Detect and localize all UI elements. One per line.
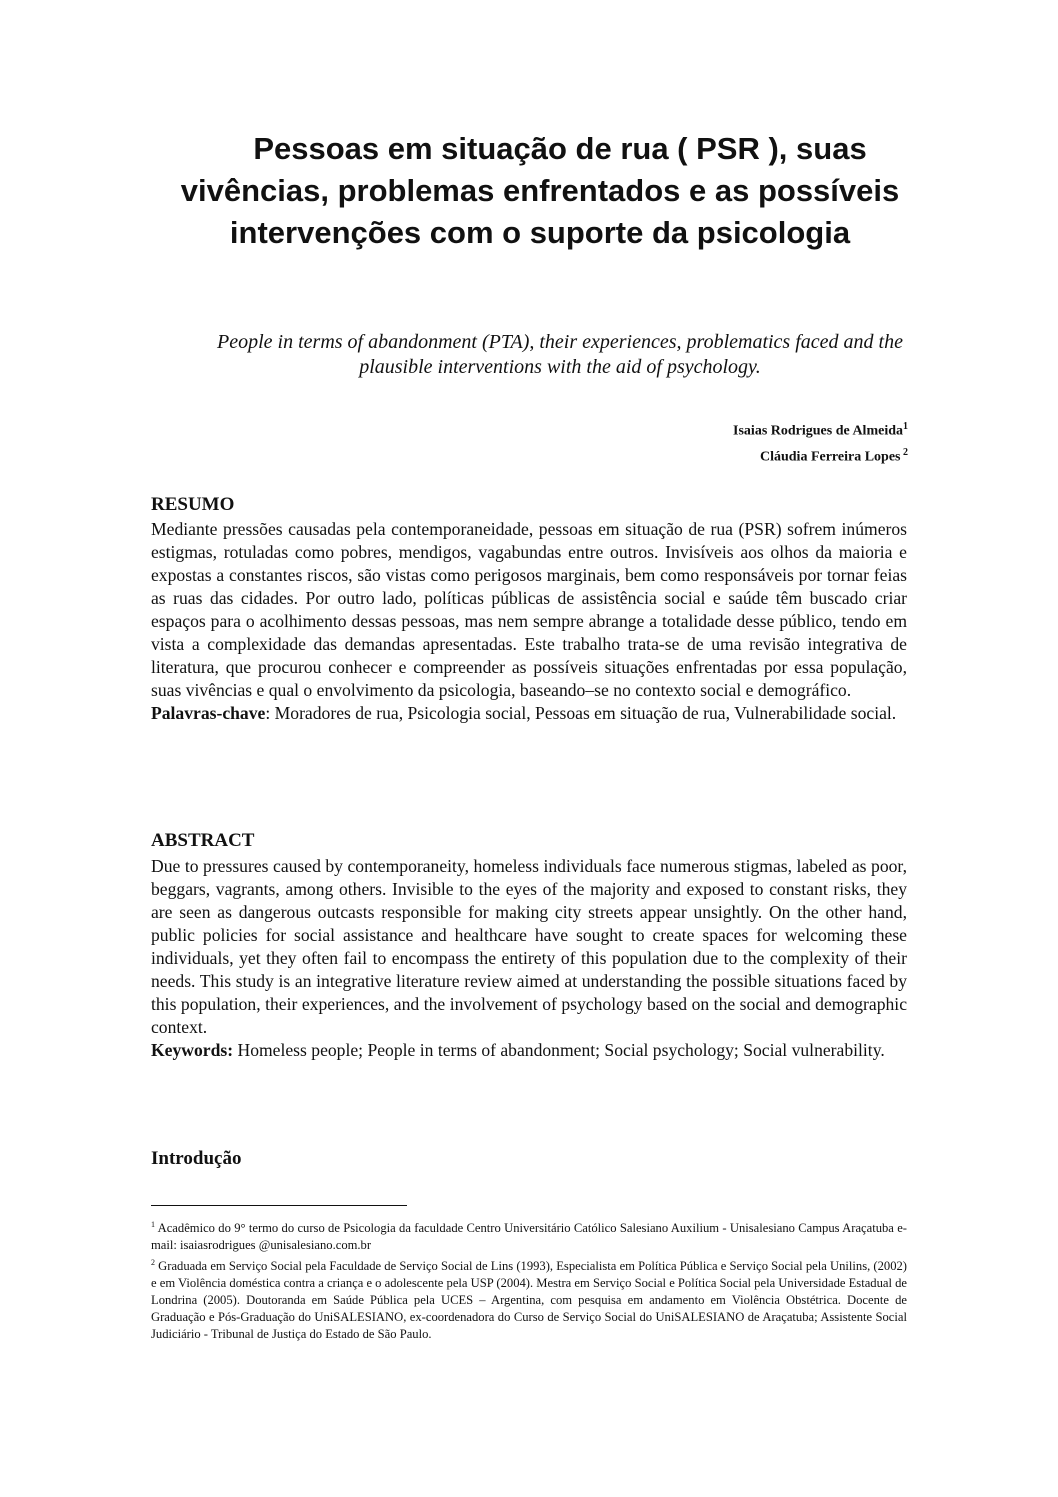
footnote-2-mark: 2: [151, 1258, 155, 1268]
author-list: [733, 416, 908, 467]
paper-subtitle-english: People in terms of abandonment (PTA), their experiences, problematics faced and the plausible interventions with the aid of psychology.: [217, 331, 903, 378]
footnote-divider: [151, 1205, 407, 1206]
resumo-keywords-label: Palavras-chave: [151, 703, 266, 723]
author-1-name: Isaias Rodrigues de Almeida: [733, 423, 903, 439]
author-1-footnote-mark: 1: [903, 421, 908, 432]
introducao-heading: Introdução: [151, 1148, 242, 1169]
resumo-section: [151, 518, 907, 725]
author-2-name: Cláudia Ferreira Lopes: [759, 449, 901, 465]
abstract-heading: ABSTRACT: [151, 830, 255, 851]
footnote-1-text: Acadêmico do 9° termo do curso de Psicologia da faculdade Centro Universitário Católico Salesiano Auxilium - Unisalesiano Campus Araçatuba e-mail: isaiasrodrigues @unisalesiano.com.br: [151, 1221, 907, 1253]
footnote-1: [151, 1216, 907, 1254]
abstract-keywords-label: Keywords:: [151, 1040, 234, 1060]
resumo-keywords-text: : Moradores de rua, Psicologia social, Pessoas em situação de rua, Vulnerabilidade social.: [265, 703, 897, 723]
footnote-2: [151, 1254, 907, 1343]
resumo-text: Mediante pressões causadas pela contemporaneidade, pessoas em situação de rua (PSR) sofrem inúmeros estigmas, rotuladas como pobres, mendigos, vagabundas entre outros. Invisíveis aos olhos da maioria e expostas a constantes riscos, são vistas como perigosos marginais, bem como responsáveis por tornar feias as ruas das cidades. Por outro lado, políticas públicas de assistência social e saúde têm buscado criar espaços para o acolhimento dessas pessoas, mas nem sempre abrange a totalidade desse público, tendo em vista a complexidade das demandas apresentadas. Este trabalho trata-se de uma revisão integrativa de literatura, que procurou conhecer e compreender as possíveis situações enfrentadas por essa população, suas vivências e qual o envolvimento da psicologia, baseando–se no contexto social e demográfico.: [151, 519, 907, 700]
author-2-footnote-mark: 2: [900, 446, 908, 458]
abstract-keywords-text: Homeless people; People in terms of abandonment; Social psychology; Social vulnerability.: [233, 1040, 885, 1060]
footnote-1-mark: 1: [151, 1220, 155, 1229]
author-2: [733, 442, 908, 468]
footnote-2-text: Graduada em Serviço Social pela Faculdade de Serviço Social de Lins (1993), Especialista em Política Pública e Serviço Social pela Unilins, (2002) e em Violência doméstica contra a criança e o adolescente pela USP (2004). Mestra em Serviço Social e Política Social pela Universidade Estadual de Londrina (2005). Doutoranda em Saúde Pública pela UCES – Argentina, com pesquisa em andamento em Violência Obstétrica. Docente de Graduação e Pós-Graduação do UniSALESIANO, ex-coordenadora do Curso de Serviço Social do UniSALESIANO de Araçatuba; Assistente Social Judiciário - Tribunal de Justiça do Estado de São Paulo.: [151, 1259, 907, 1342]
abstract-keywords: [151, 1039, 907, 1062]
abstract-text: Due to pressures caused by contemporaneity, homeless individuals face numerous stigmas, labeled as poor, beggars, vagrants, among others. Invisible to the eyes of the majority and exposed to constant risks, they are seen as dangerous outcasts responsible for making city streets appear unsightly. On the other hand, public policies for social assistance and healthcare have sought to create spaces for welcoming these individuals, yet they often fail to encompass the entirety of this population due to the complexity of their needs. This study is an integrative literature review aimed at understanding the possible situations faced by this population, their experiences, and the involvement of psychology based on the social and demographic context.: [151, 856, 907, 1037]
resumo-keywords: [151, 702, 907, 725]
abstract-section: [151, 855, 907, 1062]
footnotes: [151, 1216, 907, 1343]
paper-title: Pessoas em situação de rua ( PSR ), suas vivências, problemas enfrentados e as possíveis intervenções com o suporte da psicologia: [180, 131, 900, 250]
author-1: [733, 416, 908, 442]
resumo-heading: RESUMO: [151, 494, 235, 515]
